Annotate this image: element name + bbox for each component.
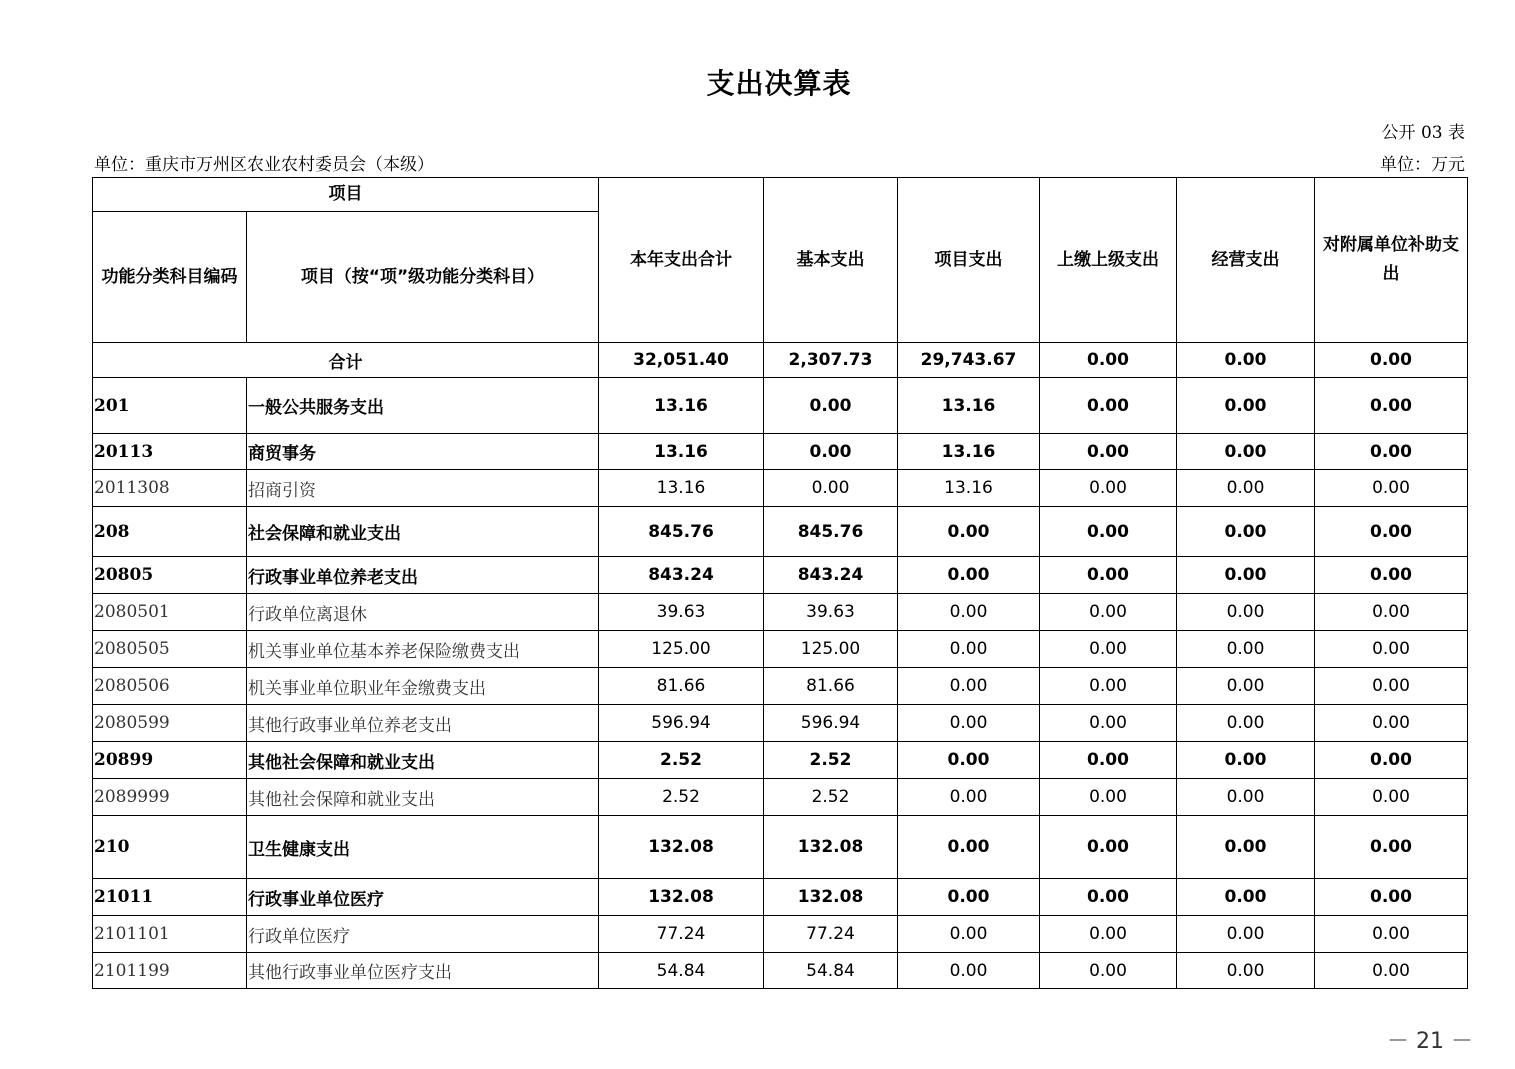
row-value: 0.00	[898, 507, 1040, 557]
header-row-1	[93, 178, 1468, 212]
row-code: 2089999	[93, 779, 247, 816]
total-value: 0.00	[1177, 343, 1315, 378]
row-code: 21011	[93, 879, 247, 916]
row-value: 0.00	[898, 742, 1040, 779]
row-value: 0.00	[1040, 378, 1177, 434]
table-row	[93, 594, 1468, 631]
row-value: 0.00	[1040, 816, 1177, 879]
row-value: 2.52	[764, 779, 898, 816]
row-name: 行政单位离退休	[247, 594, 599, 631]
row-value: 0.00	[898, 631, 1040, 668]
row-value: 0.00	[1315, 916, 1468, 953]
row-name: 行政事业单位养老支出	[247, 557, 599, 594]
row-name: 商贸事务	[247, 434, 599, 470]
row-value: 0.00	[1040, 434, 1177, 470]
row-value: 132.08	[599, 879, 764, 916]
row-value: 0.00	[1315, 434, 1468, 470]
row-value: 13.16	[599, 470, 764, 507]
row-value: 0.00	[1315, 470, 1468, 507]
row-value: 596.94	[764, 705, 898, 742]
row-value: 0.00	[1040, 507, 1177, 557]
row-code: 2101199	[93, 953, 247, 989]
row-code: 208	[93, 507, 247, 557]
row-value: 2.52	[599, 742, 764, 779]
row-code: 20113	[93, 434, 247, 470]
table-row	[93, 779, 1468, 816]
form-number: 公开 03 表	[1381, 123, 1465, 143]
row-value: 0.00	[1040, 742, 1177, 779]
row-value: 0.00	[1040, 705, 1177, 742]
header-name: 项目（按“项”级功能分类科目）	[247, 212, 599, 343]
row-value: 0.00	[898, 779, 1040, 816]
row-value: 0.00	[1177, 816, 1315, 879]
header-total: 本年支出合计	[599, 178, 764, 343]
table-row	[93, 705, 1468, 742]
table-row	[93, 378, 1468, 434]
row-value: 0.00	[898, 916, 1040, 953]
row-name: 行政单位医疗	[247, 916, 599, 953]
row-value: 0.00	[1040, 916, 1177, 953]
row-value: 0.00	[1315, 779, 1468, 816]
row-value: 0.00	[898, 557, 1040, 594]
row-value: 54.84	[764, 953, 898, 989]
row-value: 132.08	[764, 879, 898, 916]
row-value: 0.00	[1315, 507, 1468, 557]
row-value: 0.00	[1177, 557, 1315, 594]
row-value: 132.08	[764, 816, 898, 879]
row-value: 0.00	[1315, 378, 1468, 434]
total-value: 0.00	[1040, 343, 1177, 378]
header-basic: 基本支出	[764, 178, 898, 343]
row-value: 845.76	[764, 507, 898, 557]
row-value: 0.00	[1177, 470, 1315, 507]
row-value: 0.00	[1315, 705, 1468, 742]
table-row	[93, 816, 1468, 879]
row-code: 20899	[93, 742, 247, 779]
row-value: 0.00	[1315, 879, 1468, 916]
total-label: 合计	[93, 343, 599, 378]
row-value: 0.00	[1177, 779, 1315, 816]
table-row	[93, 916, 1468, 953]
row-value: 2.52	[599, 779, 764, 816]
row-value: 0.00	[1315, 953, 1468, 989]
row-value: 845.76	[599, 507, 764, 557]
row-value: 0.00	[1177, 705, 1315, 742]
total-row	[93, 343, 1468, 378]
row-name: 机关事业单位基本养老保险缴费支出	[247, 631, 599, 668]
row-value: 0.00	[1315, 816, 1468, 879]
row-value: 54.84	[599, 953, 764, 989]
row-name: 其他社会保障和就业支出	[247, 779, 599, 816]
row-code: 2011308	[93, 470, 247, 507]
header-code: 功能分类科目编码	[93, 212, 247, 343]
table-row	[93, 434, 1468, 470]
row-value: 125.00	[599, 631, 764, 668]
row-value: 132.08	[599, 816, 764, 879]
row-code: 20805	[93, 557, 247, 594]
row-value: 0.00	[764, 470, 898, 507]
row-value: 0.00	[1315, 631, 1468, 668]
row-value: 0.00	[1177, 879, 1315, 916]
row-value: 0.00	[1040, 953, 1177, 989]
row-value: 0.00	[1177, 953, 1315, 989]
row-code: 201	[93, 378, 247, 434]
header-upper: 上缴上级支出	[1040, 178, 1177, 343]
row-value: 0.00	[1315, 557, 1468, 594]
total-value: 29,743.67	[898, 343, 1040, 378]
row-code: 2080505	[93, 631, 247, 668]
unit-currency: 单位：万元	[1380, 155, 1465, 175]
row-value: 81.66	[764, 668, 898, 705]
total-value: 32,051.40	[599, 343, 764, 378]
row-value: 0.00	[1040, 594, 1177, 631]
row-value: 13.16	[898, 470, 1040, 507]
row-code: 2080506	[93, 668, 247, 705]
header-business: 经营支出	[1177, 178, 1315, 343]
row-name: 其他社会保障和就业支出	[247, 742, 599, 779]
row-value: 843.24	[764, 557, 898, 594]
row-value: 77.24	[599, 916, 764, 953]
row-value: 0.00	[898, 668, 1040, 705]
row-name: 一般公共服务支出	[247, 378, 599, 434]
header-project: 项目	[93, 178, 599, 212]
row-code: 2080599	[93, 705, 247, 742]
row-value: 0.00	[1315, 594, 1468, 631]
row-value: 0.00	[1040, 631, 1177, 668]
row-value: 39.63	[599, 594, 764, 631]
row-value: 0.00	[764, 378, 898, 434]
row-name: 行政事业单位医疗	[247, 879, 599, 916]
row-value: 39.63	[764, 594, 898, 631]
row-value: 81.66	[599, 668, 764, 705]
row-value: 0.00	[1040, 557, 1177, 594]
row-value: 0.00	[764, 434, 898, 470]
table-row	[93, 742, 1468, 779]
row-value: 0.00	[1315, 668, 1468, 705]
row-value: 2.52	[764, 742, 898, 779]
row-value: 0.00	[1040, 779, 1177, 816]
row-value: 0.00	[898, 594, 1040, 631]
row-value: 13.16	[599, 378, 764, 434]
row-value: 0.00	[1315, 742, 1468, 779]
row-value: 0.00	[1177, 594, 1315, 631]
total-value: 2,307.73	[764, 343, 898, 378]
header-subsidiary: 对附属单位补助支出	[1315, 178, 1468, 343]
row-value: 125.00	[764, 631, 898, 668]
row-code: 2080501	[93, 594, 247, 631]
row-value: 596.94	[599, 705, 764, 742]
row-name: 其他行政事业单位医疗支出	[247, 953, 599, 989]
row-value: 13.16	[599, 434, 764, 470]
header-project-expenditure: 项目支出	[898, 178, 1040, 343]
total-value: 0.00	[1315, 343, 1468, 378]
table-row	[93, 470, 1468, 507]
table-row	[93, 631, 1468, 668]
row-value: 0.00	[898, 816, 1040, 879]
row-value: 0.00	[1177, 507, 1315, 557]
row-value: 0.00	[1177, 631, 1315, 668]
table-row	[93, 507, 1468, 557]
row-value: 13.16	[898, 434, 1040, 470]
row-value: 0.00	[1177, 378, 1315, 434]
row-name: 机关事业单位职业年金缴费支出	[247, 668, 599, 705]
row-name: 社会保障和就业支出	[247, 507, 599, 557]
row-value: 0.00	[898, 879, 1040, 916]
row-name: 招商引资	[247, 470, 599, 507]
row-value: 0.00	[1040, 668, 1177, 705]
table-row	[93, 668, 1468, 705]
row-value: 0.00	[1177, 916, 1315, 953]
row-value: 0.00	[1177, 668, 1315, 705]
row-name: 其他行政事业单位养老支出	[247, 705, 599, 742]
unit-organization: 单位：重庆市万州区农业农村委员会（本级）	[94, 155, 434, 175]
expenditure-table	[92, 177, 1468, 989]
page-number: － 21 －	[1387, 1029, 1473, 1054]
row-value: 0.00	[1177, 434, 1315, 470]
table-row	[93, 557, 1468, 594]
row-value: 0.00	[1040, 470, 1177, 507]
page-title: 支出决算表	[706, 67, 852, 100]
row-value: 77.24	[764, 916, 898, 953]
row-code: 2101101	[93, 916, 247, 953]
table-row	[93, 879, 1468, 916]
row-value: 0.00	[1040, 879, 1177, 916]
table-body	[93, 178, 1468, 989]
row-value: 0.00	[898, 705, 1040, 742]
row-code: 210	[93, 816, 247, 879]
row-value: 13.16	[898, 378, 1040, 434]
table-row	[93, 953, 1468, 989]
row-value: 843.24	[599, 557, 764, 594]
row-value: 0.00	[898, 953, 1040, 989]
row-name: 卫生健康支出	[247, 816, 599, 879]
row-value: 0.00	[1177, 742, 1315, 779]
